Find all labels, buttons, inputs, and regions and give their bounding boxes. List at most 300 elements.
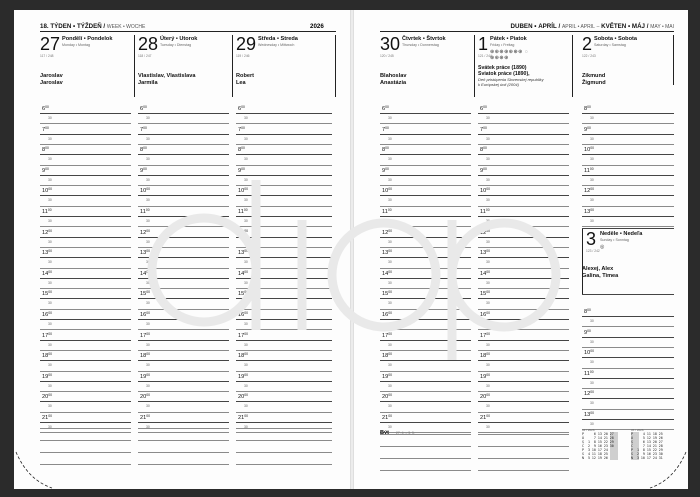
hour-minutes: 00 [590,187,595,192]
hour-label [584,391,594,397]
hour-line[interactable] [40,298,131,299]
hour-line[interactable] [380,154,471,155]
hour-line[interactable] [478,237,569,238]
hour-minutes: 00 [388,372,393,377]
hour-line[interactable] [236,340,332,341]
half-hour-line[interactable] [40,432,131,433]
hour-line[interactable] [478,195,569,196]
hour-line[interactable] [40,340,131,341]
hour-value: 15 [480,291,487,298]
hour-line[interactable] [380,175,471,176]
half-hour-line[interactable] [138,144,229,145]
half-hour-line[interactable] [380,412,471,413]
note-line[interactable] [380,434,471,435]
hour-value: 9 [140,167,144,174]
hour-line[interactable] [582,419,674,420]
note-line[interactable] [478,446,569,447]
hour-line[interactable] [138,298,229,299]
hour-line[interactable] [138,360,229,361]
hour-label [42,353,52,359]
note-line[interactable] [380,446,471,447]
half-hour-line[interactable] [40,165,131,166]
half-hour-line[interactable] [478,288,569,289]
hour-line[interactable] [40,401,131,402]
half-hour-label: 30 [146,363,150,368]
hour-line[interactable] [380,216,471,217]
hour-minutes: 00 [48,290,53,295]
hour-line[interactable] [380,195,471,196]
hour-line[interactable] [478,401,569,402]
hour-line[interactable] [138,154,229,155]
half-hour-label: 30 [244,404,248,409]
half-hour-line[interactable] [236,144,332,145]
half-hour-line[interactable] [380,247,471,248]
half-hour-line[interactable] [40,185,131,186]
half-hour-line[interactable] [40,247,131,248]
hour-minutes: 00 [590,146,595,151]
hour-line[interactable] [40,134,131,135]
half-hour-line[interactable] [380,268,471,269]
note-line[interactable] [380,458,471,459]
nameday-name: Alexej, Alex [582,266,614,272]
half-hour-line[interactable] [582,388,674,389]
day-column-sunday[interactable] [582,228,674,430]
hour-line[interactable] [478,216,569,217]
nameday-name: Vlastislav, Vlastislava [138,73,196,79]
hour-line[interactable] [582,175,674,176]
half-hour-label: 30 [48,260,52,265]
hour-label [238,394,248,400]
hour-label [480,353,490,359]
hour-value: 13 [382,250,389,257]
hour-label [238,374,248,380]
hour-minutes: 00 [48,372,53,377]
half-hour-line[interactable] [40,391,131,392]
hour-minutes: 00 [146,290,151,295]
half-hour-line[interactable] [380,350,471,351]
day-column-monday[interactable] [40,35,135,430]
half-hour-label: 30 [48,301,52,306]
note-line[interactable] [478,434,569,435]
half-hour-line[interactable] [478,123,569,124]
day-column-friday[interactable] [478,35,573,430]
half-hour-line[interactable] [138,226,229,227]
half-hour-line[interactable] [478,247,569,248]
hour-line[interactable] [138,340,229,341]
half-hour-line[interactable] [138,412,229,413]
hour-line[interactable] [138,257,229,258]
hour-line[interactable] [138,216,229,217]
note-line[interactable] [380,470,471,471]
hour-minutes: 00 [486,331,491,336]
hour-line[interactable] [380,237,471,238]
hour-line[interactable] [40,216,131,217]
hour-line[interactable] [40,422,131,423]
half-hour-line[interactable] [40,371,131,372]
hour-value: 16 [42,312,49,318]
hour-line[interactable] [236,216,332,217]
hour-line[interactable] [40,113,131,114]
hour-line[interactable] [380,340,471,341]
half-hour-label: 30 [486,404,490,409]
half-hour-line[interactable] [138,350,229,351]
day-name-en-de: Saturday • Samstag [594,43,626,47]
hour-line[interactable] [478,340,569,341]
half-hour-line[interactable] [236,350,332,351]
half-hour-line[interactable] [478,226,569,227]
hour-minutes: 00 [146,393,151,398]
hour-line[interactable] [40,195,131,196]
half-hour-line[interactable] [138,165,229,166]
hour-line[interactable] [138,381,229,382]
half-hour-line[interactable] [582,326,674,327]
hour-value: 21 [238,415,245,421]
hour-label [584,188,594,194]
half-hour-line[interactable] [478,268,569,269]
hour-line[interactable] [138,113,229,114]
hour-line[interactable] [138,401,229,402]
half-hour-line[interactable] [478,185,569,186]
hour-line[interactable] [40,381,131,382]
half-hour-line[interactable] [138,371,229,372]
hour-line[interactable] [380,298,471,299]
hour-label [584,209,594,215]
hour-line[interactable] [236,257,332,258]
half-hour-line[interactable] [236,185,332,186]
hour-value: 8 [238,147,242,154]
hour-value: 16 [382,312,389,318]
half-hour-line[interactable] [236,412,332,413]
hour-line[interactable] [478,175,569,176]
hour-line[interactable] [380,319,471,320]
half-hour-line[interactable] [236,371,332,372]
half-hour-line[interactable] [478,391,569,392]
half-hour-line[interactable] [40,206,131,207]
half-hour-line[interactable] [582,165,674,166]
hour-line[interactable] [40,154,131,155]
hour-minutes: 00 [483,105,487,109]
hour-minutes: 00 [48,311,53,315]
half-hour-label: 30 [388,136,392,141]
half-hour-label: 30 [48,383,52,388]
hour-value: 20 [238,394,245,401]
half-hour-line[interactable] [582,123,674,124]
note-line[interactable] [138,464,229,465]
hour-line[interactable] [478,422,569,423]
day-column-wednesday[interactable] [236,35,336,430]
hour-minutes: 00 [587,125,591,130]
half-hour-line[interactable] [138,288,229,289]
half-hour-label: 30 [590,136,594,141]
half-hour-line[interactable] [380,206,471,207]
half-hour-line[interactable] [478,371,569,372]
hour-line[interactable] [582,134,674,135]
hour-minutes: 00 [48,187,53,192]
hour-line[interactable] [236,381,332,382]
hour-line[interactable] [40,257,131,258]
hour-line[interactable] [478,319,569,320]
half-hour-line[interactable] [380,329,471,330]
half-hour-line[interactable] [40,309,131,310]
half-hour-line[interactable] [40,144,131,145]
half-hour-line[interactable] [236,165,332,166]
half-hour-label: 30 [590,319,594,323]
hour-line[interactable] [40,319,131,320]
hour-line[interactable] [582,113,674,114]
note-line[interactable] [40,440,131,441]
half-hour-label: 30 [244,157,248,162]
hour-minutes: 00 [387,208,392,212]
day-column-saturday[interactable] [582,35,674,225]
hour-line[interactable] [478,278,569,279]
half-hour-line[interactable] [138,247,229,248]
hour-line[interactable] [40,360,131,361]
half-hour-line[interactable] [236,288,332,289]
hour-label [382,353,392,359]
hour-line[interactable] [236,278,332,279]
hour-line[interactable] [478,154,569,155]
half-hour-line[interactable] [582,368,674,369]
hour-line[interactable] [478,381,569,382]
half-hour-label: 30 [486,136,490,141]
hour-line[interactable] [380,401,471,402]
hour-line[interactable] [478,113,569,114]
half-hour-line[interactable] [478,329,569,330]
note-line[interactable] [138,452,229,453]
half-hour-label: 30 [244,280,248,285]
half-hour-line[interactable] [138,268,229,269]
half-hour-label: 30 [244,383,248,388]
hour-line[interactable] [236,195,332,196]
half-hour-line[interactable] [138,391,229,392]
half-hour-line[interactable] [40,329,131,330]
hour-line[interactable] [478,134,569,135]
hour-label [382,271,392,277]
hour-line[interactable] [478,360,569,361]
hour-line[interactable] [380,422,471,423]
hour-line[interactable] [582,195,674,196]
half-hour-label: 30 [388,280,392,285]
column-divider [474,35,475,97]
hour-line[interactable] [582,154,674,155]
hour-value: 6 [42,106,46,112]
day-column-tuesday[interactable] [138,35,233,430]
hour-minutes: 00 [385,105,389,109]
hour-label [140,147,147,153]
half-hour-line[interactable] [380,288,471,289]
hour-line[interactable] [582,398,674,399]
hour-line[interactable] [582,316,674,317]
hour-line[interactable] [138,422,229,423]
half-hour-line[interactable] [236,123,332,124]
half-hour-line[interactable] [138,206,229,207]
hour-minutes: 00 [244,187,249,192]
half-hour-line[interactable] [478,206,569,207]
half-hour-line[interactable] [40,268,131,269]
half-hour-label: 30 [486,280,490,285]
half-hour-line[interactable] [380,165,471,166]
hour-value: 17 [42,332,49,339]
half-hour-line[interactable] [40,226,131,227]
hour-line[interactable] [582,337,674,338]
half-hour-line[interactable] [138,309,229,310]
half-hour-line[interactable] [582,347,674,348]
note-line[interactable] [138,428,229,429]
day-number: 27 [40,34,61,54]
half-hour-line[interactable] [582,429,674,430]
half-hour-line[interactable] [138,432,229,433]
hour-label [42,250,52,256]
hour-label [42,106,49,112]
half-hour-line[interactable] [478,144,569,145]
note-line[interactable] [236,440,332,441]
hour-minutes: 00 [590,349,595,354]
half-hour-line[interactable] [138,123,229,124]
half-hour-line[interactable] [478,412,569,413]
hour-line[interactable] [582,378,674,379]
note-line[interactable] [236,452,332,453]
hour-line[interactable] [236,401,332,402]
hour-line[interactable] [236,175,332,176]
half-hour-label: 30 [48,157,52,162]
hour-value: 11 [238,209,244,215]
hour-value: 7 [382,126,386,133]
half-hour-line[interactable] [478,350,569,351]
half-hour-label: 30 [146,425,150,429]
hour-line[interactable] [236,298,332,299]
hour-line[interactable] [380,381,471,382]
half-hour-line[interactable] [478,309,569,310]
hour-line[interactable] [236,134,332,135]
hour-minutes: 00 [48,352,53,357]
hour-minutes: 00 [146,249,151,254]
hour-line[interactable] [236,154,332,155]
half-hour-line[interactable] [380,226,471,227]
hour-label [480,374,490,380]
hour-label [480,312,490,318]
month1-label: DUBEN [510,23,533,30]
half-hour-line[interactable] [236,432,332,433]
hour-label [238,312,248,318]
hour-line[interactable] [236,319,332,320]
hour-line[interactable] [40,175,131,176]
hour-line[interactable] [582,357,674,358]
holiday-name: Sviatok práce (1890), [478,71,530,78]
note-line[interactable] [236,464,332,465]
hour-line[interactable] [138,175,229,176]
half-hour-line[interactable] [236,268,332,269]
half-hour-line[interactable] [236,391,332,392]
half-hour-label: 30 [486,363,490,368]
hour-line[interactable] [138,319,229,320]
hour-value: 10 [382,188,389,195]
hour-value: 13 [584,209,591,215]
half-hour-label: 30 [486,383,490,388]
hour-value: 8 [140,147,144,154]
half-hour-line[interactable] [138,185,229,186]
hour-minutes: 00 [244,414,249,418]
half-hour-line[interactable] [40,288,131,289]
half-hour-line[interactable] [138,329,229,330]
nameday-names [380,73,406,87]
hour-line[interactable] [138,134,229,135]
hour-line[interactable] [478,257,569,258]
half-hour-label: 30 [388,198,392,203]
half-hour-line[interactable] [236,329,332,330]
hour-line[interactable] [40,237,131,238]
hour-line[interactable] [236,422,332,423]
half-hour-line[interactable] [582,409,674,410]
half-hour-label: 30 [590,116,594,120]
column-divider [134,35,135,97]
half-hour-line[interactable] [380,371,471,372]
half-hour-line[interactable] [236,206,332,207]
hour-line[interactable] [478,298,569,299]
half-hour-line[interactable] [236,226,332,227]
half-hour-line[interactable] [40,350,131,351]
hour-line[interactable] [582,216,674,217]
hour-line[interactable] [138,195,229,196]
hour-minutes: 00 [486,228,491,233]
hour-line[interactable] [236,113,332,114]
half-hour-line[interactable] [582,206,674,207]
hour-line[interactable] [236,360,332,361]
half-hour-line[interactable] [582,144,674,145]
half-hour-line[interactable] [40,123,131,124]
hour-label [238,230,248,236]
nameday-names [582,266,618,280]
day-number: 29 [236,34,257,54]
hour-line[interactable] [380,113,471,114]
half-hour-line[interactable] [380,123,471,124]
hour-label [584,168,594,174]
hour-line[interactable] [380,257,471,258]
day-column-thursday[interactable] [380,35,475,430]
left-page [14,10,350,489]
hour-label [382,374,392,380]
half-hour-line[interactable] [380,185,471,186]
hour-line[interactable] [138,237,229,238]
half-hour-line[interactable] [380,309,471,310]
half-hour-line[interactable] [236,309,332,310]
hour-value: 15 [238,291,245,298]
half-hour-line[interactable] [380,391,471,392]
hour-line[interactable] [236,237,332,238]
note-line[interactable] [478,470,569,471]
hour-line[interactable] [138,278,229,279]
hour-line[interactable] [380,360,471,361]
note-line[interactable] [138,440,229,441]
half-hour-line[interactable] [582,185,674,186]
hour-line[interactable] [380,278,471,279]
half-hour-line[interactable] [236,247,332,248]
note-line[interactable] [236,428,332,429]
hour-line[interactable] [380,134,471,135]
hour-value: 7 [42,126,46,133]
half-hour-line[interactable] [478,165,569,166]
hour-minutes: 00 [48,249,53,254]
day-name-en-de: Tuesday • Dienstag [160,43,192,47]
day-name: Pátek • Piatok [490,36,527,42]
note-line[interactable] [40,428,131,429]
half-hour-line[interactable] [40,412,131,413]
day-of-year-count: 123 / 242 [586,249,600,253]
hour-label [140,271,150,277]
half-hour-line[interactable] [380,144,471,145]
hour-line[interactable] [40,278,131,279]
note-line[interactable] [478,458,569,459]
hour-label [480,394,490,400]
